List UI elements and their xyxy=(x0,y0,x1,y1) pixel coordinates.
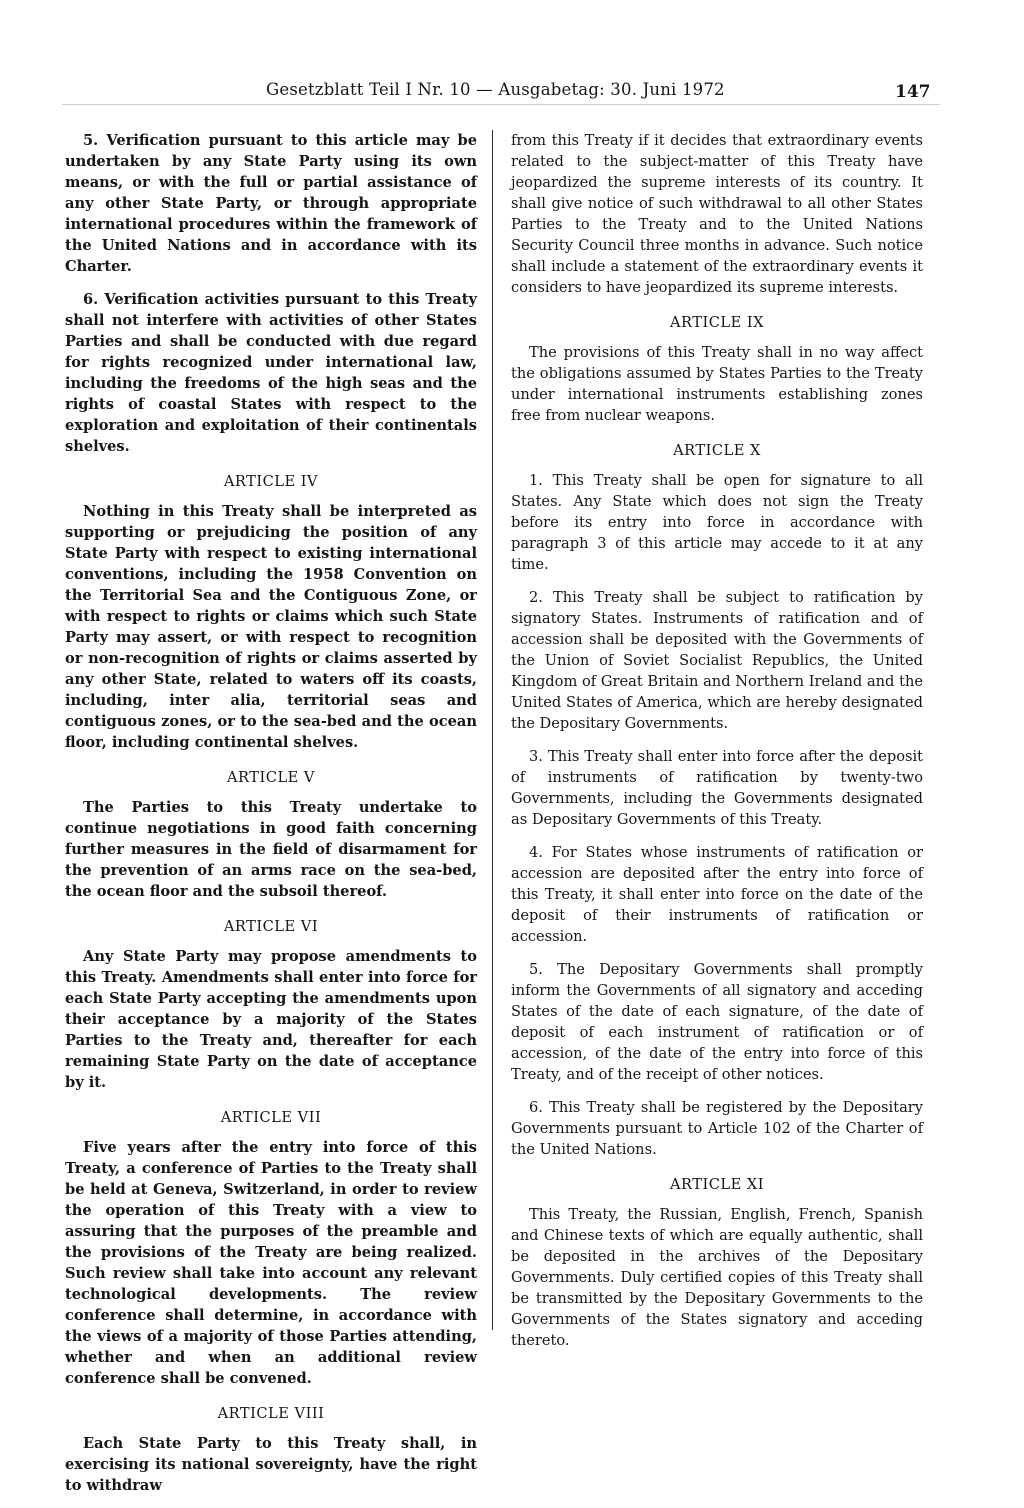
article-10-paragraph-3: 3. This Treaty shall enter into force after the deposit of instruments of ratification by twenty-two Governments, including the Governments designated as Depositary Governments of this Treaty. xyxy=(511,748,923,828)
article-7-heading: ARTICLE VII xyxy=(220,1109,322,1126)
article-4-heading: ARTICLE IV xyxy=(223,473,319,490)
article-3-paragraph-5: 5. Verification pursuant to this article may be undertaken by any State Party using its own means, or with the full or partial assistance of any other State Party, or through appropriate international procedures within the framework of the United Nations and in accordance with its Charter. xyxy=(65,132,477,275)
article-11-text: This Treaty, the Russian, English, French, Spanish and Chinese texts of which are equally authentic, shall be deposited in the archives of the Depositary Governments. Duly certified copies of this Treaty shall be transmitted by the Depositary Governments to the Governments of the States signatory and acceding thereto. xyxy=(511,1206,923,1349)
article-4-text: Nothing in this Treaty shall be interpreted as supporting or prejudicing the position of any State Party with respect to existing international conventions, including the 1958 Convention on the Territorial Sea and the Contiguous Zone, or with respect to rights or claims which such State Party may assert, or with respect to recognition or non-recognition of rights or claims asserted by any other State, related to waters off its coasts, including, inter alia, territorial seas and contiguous zones, or to the sea-bed and the ocean floor, including continental shelves. xyxy=(65,503,477,751)
article-7-text: Five years after the entry into force of this Treaty, a conference of Parties to the Treaty shall be held at Geneva, Switzerland, in order to review the operation of this Treaty with a view to assuring that the purposes of the preamble and the provisions of the Treaty are being realized. Such review shall take into account any relevant technological developments. The review conference shall determine, in accordance with the views of a majority of those Parties attending, whether and when an additional review conference shall be convened. xyxy=(65,1139,477,1387)
column-divider xyxy=(492,130,493,1330)
article-10-paragraph-4: 4. For States whose instruments of ratification or accession are deposited after the entry into force of this Treaty, it shall enter into force on the date of the deposit of their instruments of ratification or accession. xyxy=(511,844,923,945)
article-10-paragraph-2: 2. This Treaty shall be subject to ratification by signatory States. Instruments of ratification and of accession shall be deposited with the Governments of the Union of Soviet Socialist Republics, the United Kingdom of Great Britain and Northern Ireland and the United States of America, which are hereby designated the Depositary Governments. xyxy=(511,589,923,732)
article-8-heading: ARTICLE VIII xyxy=(217,1405,325,1422)
page-number: 147 xyxy=(895,82,931,102)
article-9-text: The provisions of this Treaty shall in no way affect the obligations assumed by States Parties to the Treaty under international instruments establishing zones free from nuclear weapons. xyxy=(511,344,923,424)
article-3-paragraph-6: 6. Verification activities pursuant to this Treaty shall not interfere with activities of other States Parties and shall be conducted with due regard for rights recognized under international law, including the freedoms of the high seas and the rights of coastal States with respect to the exploration and exploitation of their continentals shelves. xyxy=(65,291,477,455)
article-9-heading: ARTICLE IX xyxy=(669,314,765,331)
article-5-heading: ARTICLE V xyxy=(227,769,315,786)
article-10-paragraph-6: 6. This Treaty shall be registered by the Depositary Governments pursuant to Article 102 of the Charter of the United Nations. xyxy=(511,1099,923,1158)
article-6-heading: ARTICLE VI xyxy=(223,918,319,935)
right-column xyxy=(511,130,923,1363)
article-8-continuation: from this Treaty if it decides that extraordinary events related to the subject-matter of this Treaty have jeopardized the supreme interests of its country. It shall give notice of such withdrawal to all other States Parties to the Treaty and to the United Nations Security Council three months in advance. Such notice shall include a statement of the extraordinary events it considers to have jeopardized its supreme interests. xyxy=(511,132,923,296)
article-8-text: Each State Party to this Treaty shall, in exercising its national sovereignty, have the right to withdraw xyxy=(65,1435,477,1494)
article-10-paragraph-1: 1. This Treaty shall be open for signature to all States. Any State which does not sign the Treaty before its entry into force in accordance with paragraph 3 of this article may accede to it at any time. xyxy=(511,472,923,573)
article-6-text: Any State Party may propose amendments to this Treaty. Amendments shall enter into force for each State Party accepting the amendments upon their acceptance by a majority of the States Parties to the Treaty and, thereafter for each remaining State Party on the date of acceptance by it. xyxy=(65,948,477,1091)
header-rule xyxy=(62,104,940,105)
article-5-text: The Parties to this Treaty undertake to continue negotiations in good faith concerning further measures in the field of disarmament for the prevention of an arms race on the sea-bed, the ocean floor and the subsoil thereof. xyxy=(65,799,477,900)
left-column xyxy=(65,130,477,1508)
page-header: Gesetzblatt Teil I Nr. 10 — Ausgabetag: 30. Juni 1972 xyxy=(266,80,725,99)
article-11-heading: ARTICLE XI xyxy=(669,1176,765,1193)
article-10-paragraph-5: 5. The Depositary Governments shall promptly inform the Governments of all signatory and acceding States of the date of each signature, of the date of deposit of each instrument of ratification or of accession, of the date of the entry into force of this Treaty, and of the receipt of other notices. xyxy=(511,961,923,1083)
article-10-heading: ARTICLE X xyxy=(673,442,761,459)
